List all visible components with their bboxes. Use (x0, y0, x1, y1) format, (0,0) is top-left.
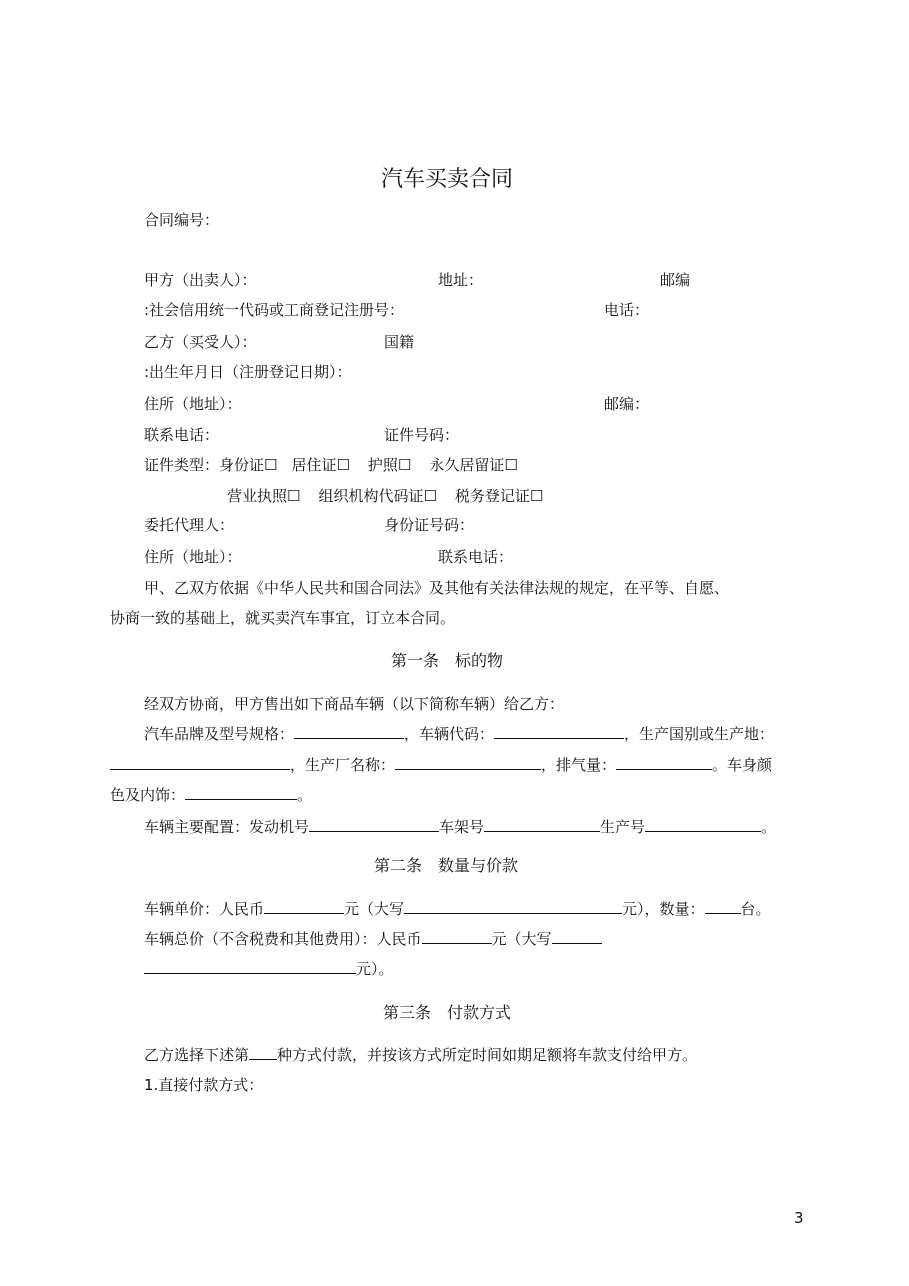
unit-price-label: 车辆单价：人民币 (144, 900, 265, 918)
quantity-label: 元），数量： (622, 900, 705, 918)
production-number-blank[interactable] (645, 817, 761, 832)
unit-price-blank[interactable] (264, 899, 344, 914)
party-a-phone-label: 电话： (604, 301, 650, 319)
id-type-id-card-checkbox[interactable]: 身份证☐ (219, 456, 278, 474)
party-a-credit-code-label: :社会信用统一代码或工商登记注册号： (144, 301, 405, 319)
config-period: 。 (761, 818, 777, 836)
party-b-id-number-label: 证件号码： (384, 426, 460, 444)
engine-number-blank[interactable] (309, 817, 439, 832)
origin-blank[interactable] (110, 755, 290, 770)
manufacturer-blank[interactable] (395, 755, 541, 770)
vehicle-code-label: ，车辆代码： (404, 725, 495, 743)
frame-number-label: 车架号 (439, 818, 485, 836)
payment-choice-label: 乙方选择下述第 (144, 1046, 250, 1064)
color-blank[interactable] (185, 785, 297, 800)
preamble-line-1: 甲、乙双方依据《中华人民共和国合同法》及其他有关法律法规的规定，在平等、自愿、 (144, 579, 730, 597)
agent-label: 委托代理人： (144, 516, 235, 534)
brand-label: 汽车品牌及型号规格： (144, 725, 295, 743)
brand-blank[interactable] (294, 724, 404, 739)
total-price-line-2 (144, 959, 394, 979)
id-type-residence-permit-checkbox[interactable]: 居住证☐ (291, 456, 350, 474)
page-number: 3 (794, 1209, 804, 1227)
party-b-postcode-label: 邮编： (604, 395, 650, 413)
total-price-caps-blank-start[interactable] (552, 929, 602, 944)
production-number-label: 生产号 (600, 818, 646, 836)
frame-number-blank[interactable] (484, 817, 600, 832)
manufacturer-label: ，生产厂名称： (290, 756, 396, 774)
id-type-business-license-checkbox[interactable]: 营业执照☐ (227, 487, 301, 505)
period: 。 (297, 786, 313, 804)
party-b-birth-label: :出生年月日（注册登记日期）： (144, 363, 352, 381)
vehicle-spec-line-3 (110, 785, 312, 805)
color-label-part-b: 色及内饰： (110, 786, 186, 804)
agent-id-label: 身份证号码： (384, 516, 475, 534)
contract-number-label: 合同编号： (144, 211, 220, 229)
vehicle-spec-line-1 (144, 724, 774, 744)
party-a-address-label: 地址： (438, 271, 484, 289)
party-b-phone-label: 联系电话： (144, 426, 220, 444)
id-type-label: 证件类型： (144, 456, 220, 474)
party-a-postcode-label: 邮编 (660, 271, 691, 289)
agent-residence-label: 住所（地址）： (144, 548, 242, 566)
vehicle-spec-line-2 (110, 755, 772, 775)
payment-choice-line (144, 1045, 697, 1065)
unit-price-caps-blank[interactable] (404, 899, 622, 914)
article-3-heading: 第三条 付款方式 (383, 1003, 512, 1022)
config-line (144, 817, 776, 837)
id-type-tax-registration-checkbox[interactable]: 税务登记证☐ (454, 487, 544, 505)
payment-choice-text: 种方式付款，并按该方式所定时间如期足额将车款支付给甲方。 (277, 1046, 698, 1064)
total-price-close: 元）。 (356, 960, 394, 978)
payment-option-1: 1.直接付款方式： (144, 1076, 264, 1094)
document-title: 汽车买卖合同 (381, 167, 514, 192)
article-1-heading: 第一条 标的物 (391, 651, 504, 670)
id-type-row-2 (227, 486, 543, 506)
article-1-intro: 经双方协商，甲方售出如下商品车辆（以下简称车辆）给乙方： (144, 695, 565, 713)
party-a-label: 甲方（出卖人）： (144, 271, 257, 289)
party-b-nationality-label: 国籍 (384, 333, 415, 351)
displacement-label: ，排气量： (541, 756, 617, 774)
preamble-line-2: 协商一致的基础上，就买卖汽车事宜，订立本合同。 (110, 609, 456, 627)
total-price-line (144, 929, 602, 949)
id-type-row-1 (144, 455, 518, 475)
displacement-blank[interactable] (616, 755, 712, 770)
id-type-permanent-residence-checkbox[interactable]: 永久居留证☐ (429, 456, 518, 474)
party-b-label: 乙方（买受人）： (144, 333, 257, 351)
agent-phone-label: 联系电话： (438, 548, 514, 566)
article-2-heading: 第二条 数量与价款 (374, 856, 519, 875)
unit-price-line (144, 899, 771, 919)
vehicle-code-blank[interactable] (494, 724, 624, 739)
unit-tai: 台。 (740, 900, 771, 918)
total-price-caps-blank-end[interactable] (144, 959, 356, 974)
id-type-org-code-checkbox[interactable]: 组织机构代码证☐ (318, 487, 437, 505)
engine-number-label: 车辆主要配置：发动机号 (144, 818, 310, 836)
unit-price-caps-label: 元（大写 (344, 900, 405, 918)
total-price-caps-label: 元（大写 (491, 930, 552, 948)
total-price-blank[interactable] (422, 929, 492, 944)
color-label-part-a: 。车身颜 (712, 756, 773, 774)
payment-choice-blank[interactable] (249, 1045, 277, 1060)
id-type-passport-checkbox[interactable]: 护照☐ (367, 456, 412, 474)
origin-label: ，生产国别或生产地： (624, 725, 775, 743)
quantity-blank[interactable] (705, 899, 741, 914)
total-price-label: 车辆总价（不含税费和其他费用）：人民币 (144, 930, 422, 948)
party-b-residence-label: 住所（地址）： (144, 395, 242, 413)
